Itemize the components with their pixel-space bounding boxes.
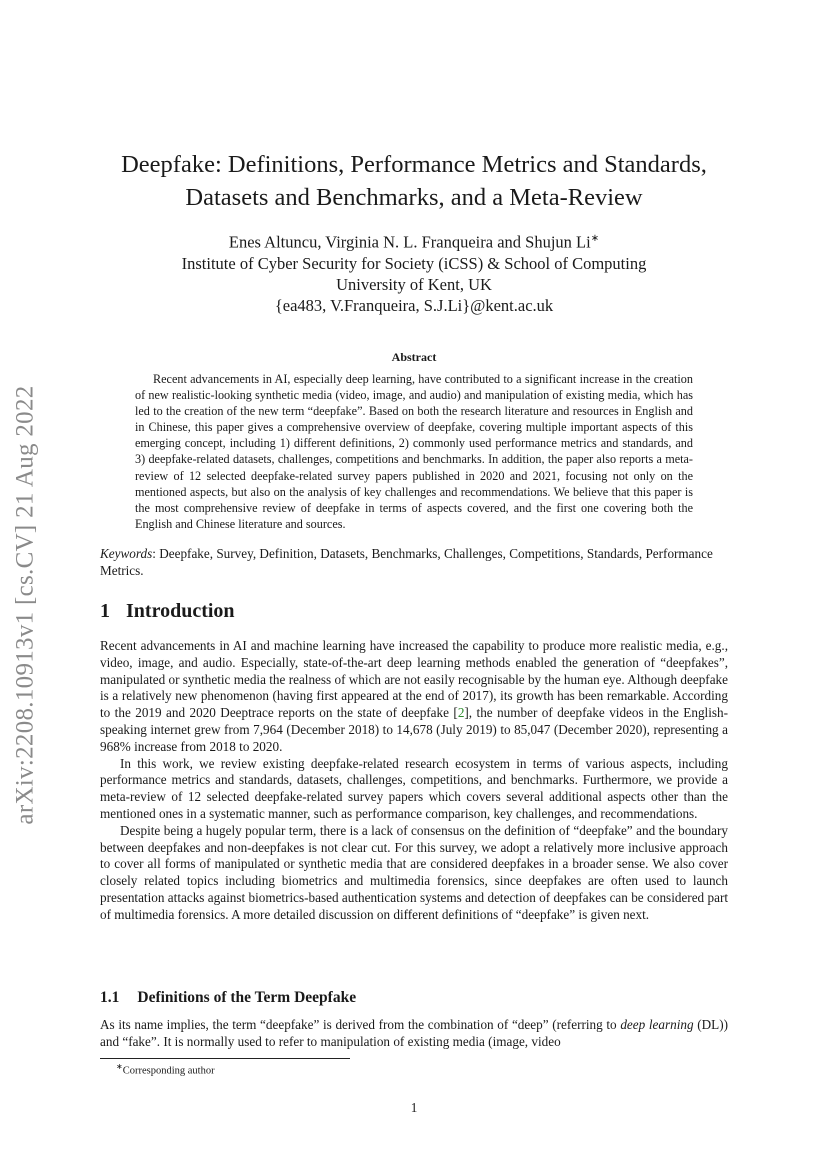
- footnote-mark: ∗: [116, 1062, 123, 1071]
- author-university: University of Kent, UK: [336, 274, 492, 294]
- arxiv-identifier-stamp: [8, 360, 44, 850]
- author-names-text: Enes Altuncu, Virginia N. L. Franqueira and Shujun Li: [228, 232, 591, 252]
- intro-p1-text-a: Recent advancements in AI and machine learning have increased the capability to produce more realistic media, e.g., video, image, and audio. Especially, state-of-the-art deep learning methods enabled the generation of “deepfakes”, manipulated or synthetic media the realness of which are not easily recognisable by the human eye. Although deepfake is a relatively new phenomenon (having first appeared at the end of 2017), its growth has been remarkable. According to the 2019 and 2020 Deeptrace reports on the state of deepfake [: [100, 638, 728, 721]
- author-emails[interactable]: {ea483, V.Franqueira, S.J.Li}@kent.ac.uk: [274, 295, 554, 315]
- intro-paragraph-2: In this work, we review existing deepfake-related research ecosystem in terms of various aspects, including performance metrics and standards, datasets, challenges, competitions, and benchmarks. Furthermore, we provide a meta-review of 12 selected deepfake-related survey papers which covers several additional aspects other than the mentioned ones in a systematic manner, such as performance comparison, key challenges, and recommendations.: [100, 755, 728, 821]
- definitions-paragraph: [100, 1017, 728, 1051]
- title-line-1: Deepfake: Definitions, Performance Metrics and Standards,: [121, 151, 707, 178]
- section-heading-introduction: [100, 600, 235, 623]
- keywords-text: : Deepfake, Survey, Definition, Datasets, Benchmarks, Challenges, Competitions, Standards, Performance Metrics.: [100, 546, 713, 579]
- keywords-label: Keywords: [100, 546, 153, 561]
- footnote-divider: [100, 1058, 350, 1059]
- author-affiliation: Institute of Cyber Security for Society (iCSS) & School of Computing: [181, 253, 647, 273]
- intro-paragraph-1: [100, 638, 728, 756]
- definitions-emphasis: deep learning: [620, 1017, 694, 1032]
- author-block: [100, 228, 728, 316]
- author-names: [100, 228, 728, 253]
- section-number: 1: [100, 600, 110, 622]
- subsection-number: 1.1: [100, 989, 120, 1006]
- corresponding-mark: ∗: [590, 233, 600, 244]
- abstract-body: Recent advancements in AI, especially deep learning, have contributed to a significant increase in the creation of new realistic-looking synthetic media (video, image, and audio) and manipulation of existing media, which has led to the creation of the new term “deepfake”. Based on both the research literature and resources in English and in Chinese, this paper gives a comprehensive overview of deepfake, covering multiple important aspects of this emerging concept, including 1) different definitions, 2) commonly used performance metrics and standards, and 3) deepfake-related datasets, challenges, competitions and benchmarks. In addition, the paper also reports a meta-review of 12 selected deepfake-related survey papers published in 2020 and 2021, focusing not only on the mentioned aspects, but also on the analysis of key challenges and recommendations. We believe that this paper is the most comprehensive review of deepfake in terms of aspects covered, and the first one covering both the English and Chinese literature and sources.: [135, 372, 693, 531]
- paper-title: [100, 148, 728, 214]
- abstract-heading: Abstract: [391, 350, 437, 364]
- subsection-title: Definitions of the Term Deepfake: [137, 989, 357, 1006]
- introduction-body: [100, 638, 728, 924]
- intro-p1-text-b: ], the number of deepfake videos in the English-speaking internet grew from 7,964 (December 2018) to 14,678 (July 2019) to 85,047 (December 2020), representing a 968% increase from 2018 to 2020.: [100, 705, 728, 754]
- definitions-text-a: As its name implies, the term “deepfake” is derived from the combination of “deep” (referring to: [100, 1017, 621, 1032]
- section-title: Introduction: [126, 600, 235, 622]
- page-number: 1: [410, 1100, 418, 1115]
- subsection-heading-definitions: [100, 989, 356, 1007]
- footnote-text: Corresponding author: [122, 1065, 215, 1077]
- footnote: [116, 1062, 215, 1077]
- definitions-text-b: (DL)) and “fake”. It is normally used to refer to manipulation of existing media (image, video: [100, 1017, 728, 1049]
- intro-paragraph-3: Despite being a hugely popular term, there is a lack of consensus on the definition of “deepfake” and the boundary between deepfakes and non-deepfakes is not clear cut. For this survey, we adopt a relatively more inclusive approach to cover all forms of manipulated or synthetic media that are considered deepfakes in a broader sense. We also cover closely related topics including biometrics and multimedia forensics, since deepfakes are often used to launch presentation attacks against biometrics-based authentication systems and detection of deepfakes can be considered part of multimedia forensics. A more detailed discussion on different definitions of “deepfake” is given next.: [100, 822, 728, 922]
- citation-link[interactable]: 2: [457, 705, 465, 721]
- keywords-line: [100, 545, 728, 579]
- arxiv-stamp-text: arXiv:2208.10913v1 [cs.CV] 21 Aug 2022: [12, 385, 39, 825]
- title-line-2: Datasets and Benchmarks, and a Meta-Review: [185, 184, 643, 211]
